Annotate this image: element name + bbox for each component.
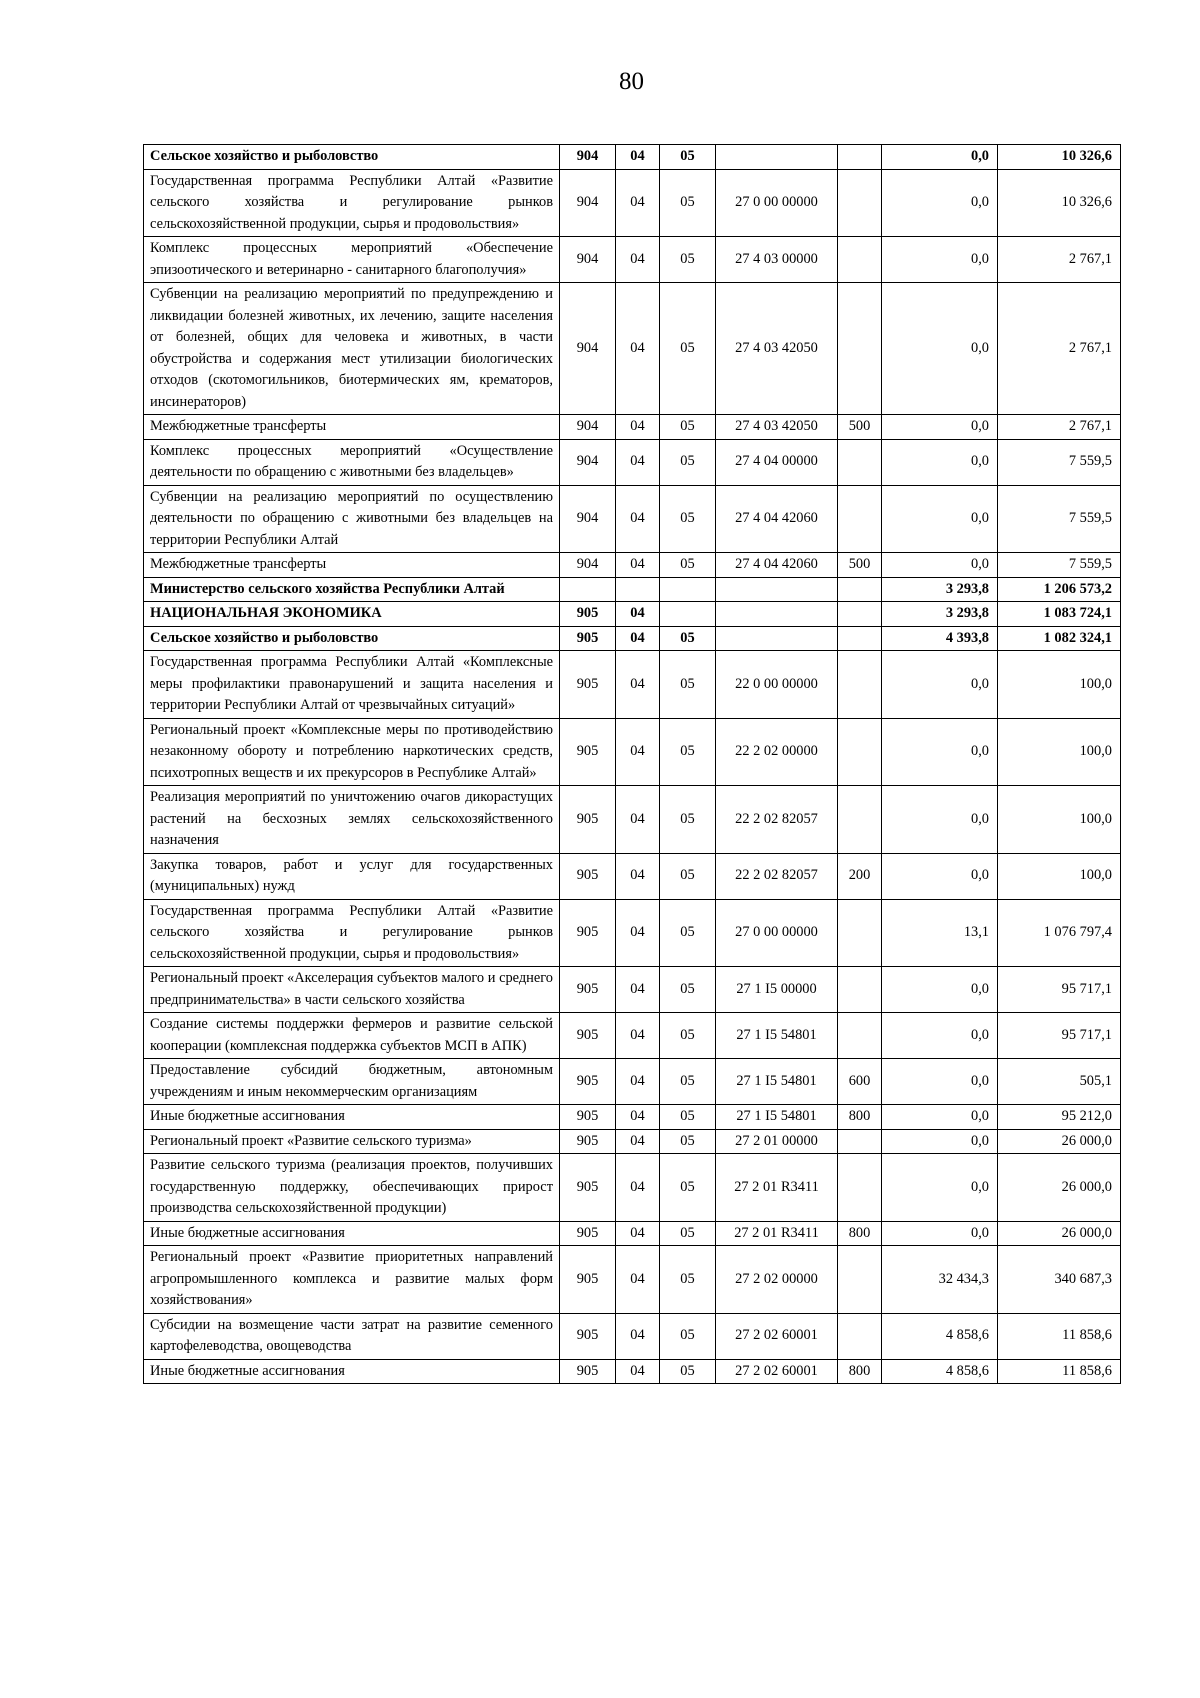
cell-amount-2: 7 559,5 — [998, 485, 1121, 553]
cell-target-article: 27 2 02 60001 — [716, 1313, 838, 1359]
cell-section-code: 04 — [616, 1013, 660, 1059]
cell-amount-1: 3 293,8 — [882, 602, 998, 627]
cell-ministry-code: 905 — [560, 899, 616, 967]
cell-amount-1: 0,0 — [882, 283, 998, 415]
table-row — [144, 786, 1121, 854]
cell-name: Межбюджетные трансферты — [144, 415, 560, 440]
cell-amount-2: 11 858,6 — [998, 1313, 1121, 1359]
cell-subsection-code: 05 — [660, 786, 716, 854]
cell-section-code: 04 — [616, 415, 660, 440]
cell-ministry-code: 904 — [560, 169, 616, 237]
cell-name: Государственная программа Республики Алтай «Развитие сельского хозяйства и регулирование рынков сельскохозяйственной продукции, сырья и продовольствия» — [144, 169, 560, 237]
cell-expense-type: 600 — [838, 1059, 882, 1105]
cell-amount-2: 7 559,5 — [998, 439, 1121, 485]
cell-expense-type — [838, 1313, 882, 1359]
cell-subsection-code: 05 — [660, 439, 716, 485]
cell-subsection-code: 05 — [660, 237, 716, 283]
table-row — [144, 1059, 1121, 1105]
cell-target-article: 27 1 I5 54801 — [716, 1105, 838, 1130]
cell-expense-type — [838, 899, 882, 967]
cell-amount-1: 0,0 — [882, 1154, 998, 1222]
cell-section-code: 04 — [616, 967, 660, 1013]
cell-ministry-code: 904 — [560, 283, 616, 415]
cell-subsection-code — [660, 577, 716, 602]
cell-amount-1: 0,0 — [882, 439, 998, 485]
cell-name: Министерство сельского хозяйства Республики Алтай — [144, 577, 560, 602]
cell-amount-2: 26 000,0 — [998, 1221, 1121, 1246]
cell-section-code: 04 — [616, 439, 660, 485]
cell-expense-type: 800 — [838, 1221, 882, 1246]
table-row — [144, 145, 1121, 170]
cell-target-article: 22 2 02 00000 — [716, 718, 838, 786]
cell-expense-type — [838, 169, 882, 237]
cell-target-article: 27 1 I5 54801 — [716, 1059, 838, 1105]
cell-name: Сельское хозяйство и рыболовство — [144, 145, 560, 170]
cell-amount-2: 95 717,1 — [998, 967, 1121, 1013]
table-row — [144, 1154, 1121, 1222]
cell-target-article: 27 2 01 R3411 — [716, 1154, 838, 1222]
cell-subsection-code: 05 — [660, 485, 716, 553]
cell-target-article: 22 2 02 82057 — [716, 786, 838, 854]
cell-amount-2: 2 767,1 — [998, 415, 1121, 440]
cell-section-code: 04 — [616, 1221, 660, 1246]
cell-ministry-code — [560, 577, 616, 602]
cell-amount-1: 4 858,6 — [882, 1313, 998, 1359]
cell-section-code — [616, 577, 660, 602]
cell-expense-type — [838, 1154, 882, 1222]
cell-expense-type — [838, 1246, 882, 1314]
cell-subsection-code: 05 — [660, 145, 716, 170]
cell-subsection-code: 05 — [660, 853, 716, 899]
cell-subsection-code: 05 — [660, 1313, 716, 1359]
cell-subsection-code: 05 — [660, 553, 716, 578]
cell-ministry-code: 905 — [560, 718, 616, 786]
table-row — [144, 415, 1121, 440]
table-row — [144, 626, 1121, 651]
cell-target-article: 27 4 04 00000 — [716, 439, 838, 485]
cell-name: Иные бюджетные ассигнования — [144, 1105, 560, 1130]
cell-name: Региональный проект «Комплексные меры по противодействию незаконному обороту и потреблению наркотических средств, психотропных веществ и их прекурсоров в Республике Алтай» — [144, 718, 560, 786]
cell-subsection-code: 05 — [660, 718, 716, 786]
cell-name: Комплекс процессных мероприятий «Осуществление деятельности по обращению с животными без владельцев» — [144, 439, 560, 485]
cell-ministry-code: 905 — [560, 786, 616, 854]
table-row — [144, 553, 1121, 578]
cell-name: Региональный проект «Развитие сельского туризма» — [144, 1129, 560, 1154]
cell-section-code: 04 — [616, 553, 660, 578]
cell-name: Сельское хозяйство и рыболовство — [144, 626, 560, 651]
table-row — [144, 485, 1121, 553]
cell-target-article: 27 1 I5 00000 — [716, 967, 838, 1013]
cell-ministry-code: 905 — [560, 853, 616, 899]
cell-amount-2: 100,0 — [998, 786, 1121, 854]
table-body — [144, 145, 1121, 1384]
cell-expense-type: 500 — [838, 553, 882, 578]
cell-amount-1: 0,0 — [882, 169, 998, 237]
cell-amount-1: 0,0 — [882, 1059, 998, 1105]
cell-amount-2: 100,0 — [998, 651, 1121, 719]
cell-target-article: 27 0 00 00000 — [716, 169, 838, 237]
cell-amount-1: 0,0 — [882, 1105, 998, 1130]
cell-name: Субвенции на реализацию мероприятий по осуществлению деятельности по обращению с животными без владельцев на территории Республики Алтай — [144, 485, 560, 553]
cell-amount-2: 340 687,3 — [998, 1246, 1121, 1314]
cell-amount-2: 100,0 — [998, 853, 1121, 899]
table-row — [144, 1246, 1121, 1314]
cell-amount-2: 2 767,1 — [998, 283, 1121, 415]
cell-ministry-code: 905 — [560, 967, 616, 1013]
cell-ministry-code: 905 — [560, 1246, 616, 1314]
cell-section-code: 04 — [616, 145, 660, 170]
cell-amount-1: 0,0 — [882, 553, 998, 578]
cell-target-article: 22 0 00 00000 — [716, 651, 838, 719]
cell-name: Государственная программа Республики Алтай «Комплексные меры профилактики правонарушений и защита населения и территории Республики Алтай от чрезвычайных ситуаций» — [144, 651, 560, 719]
cell-subsection-code: 05 — [660, 626, 716, 651]
page-number: 80 — [619, 68, 644, 95]
cell-name: Региональный проект «Акселерация субъектов малого и среднего предпринимательства» в части сельского хозяйства — [144, 967, 560, 1013]
cell-amount-1: 0,0 — [882, 1221, 998, 1246]
cell-ministry-code: 905 — [560, 1129, 616, 1154]
cell-expense-type — [838, 718, 882, 786]
table-row — [144, 169, 1121, 237]
cell-subsection-code: 05 — [660, 169, 716, 237]
cell-amount-1: 4 858,6 — [882, 1359, 998, 1384]
cell-subsection-code: 05 — [660, 283, 716, 415]
cell-subsection-code: 05 — [660, 1105, 716, 1130]
cell-amount-2: 7 559,5 — [998, 553, 1121, 578]
cell-subsection-code: 05 — [660, 899, 716, 967]
cell-amount-2: 100,0 — [998, 718, 1121, 786]
cell-expense-type: 500 — [838, 415, 882, 440]
cell-target-article: 27 2 01 00000 — [716, 1129, 838, 1154]
cell-ministry-code: 904 — [560, 145, 616, 170]
cell-target-article: 27 4 03 42050 — [716, 415, 838, 440]
table-row — [144, 1221, 1121, 1246]
cell-ministry-code: 905 — [560, 602, 616, 627]
table-row — [144, 1013, 1121, 1059]
cell-section-code: 04 — [616, 899, 660, 967]
cell-section-code: 04 — [616, 718, 660, 786]
cell-subsection-code: 05 — [660, 415, 716, 440]
cell-target-article: 22 2 02 82057 — [716, 853, 838, 899]
cell-expense-type — [838, 577, 882, 602]
cell-target-article: 27 4 04 42060 — [716, 553, 838, 578]
cell-name: Комплекс процессных мероприятий «Обеспечение эпизоотического и ветеринарно - санитарного благополучия» — [144, 237, 560, 283]
cell-expense-type — [838, 1129, 882, 1154]
cell-section-code: 04 — [616, 1359, 660, 1384]
cell-subsection-code: 05 — [660, 1129, 716, 1154]
cell-ministry-code: 905 — [560, 1359, 616, 1384]
table-row — [144, 602, 1121, 627]
cell-amount-2: 2 767,1 — [998, 237, 1121, 283]
cell-name: Региональный проект «Развитие приоритетных направлений агропромышленного комплекса и развитие малых форм хозяйствования» — [144, 1246, 560, 1314]
cell-subsection-code: 05 — [660, 967, 716, 1013]
cell-target-article: 27 0 00 00000 — [716, 899, 838, 967]
cell-section-code: 04 — [616, 1059, 660, 1105]
table-row — [144, 1313, 1121, 1359]
cell-section-code: 04 — [616, 169, 660, 237]
cell-amount-2: 505,1 — [998, 1059, 1121, 1105]
cell-amount-1: 0,0 — [882, 651, 998, 719]
cell-section-code: 04 — [616, 1246, 660, 1314]
cell-ministry-code: 905 — [560, 1313, 616, 1359]
cell-ministry-code: 904 — [560, 415, 616, 440]
cell-name: Закупка товаров, работ и услуг для государственных (муниципальных) нужд — [144, 853, 560, 899]
cell-amount-2: 11 858,6 — [998, 1359, 1121, 1384]
cell-amount-1: 0,0 — [882, 1013, 998, 1059]
cell-subsection-code: 05 — [660, 1221, 716, 1246]
cell-amount-1: 4 393,8 — [882, 626, 998, 651]
cell-section-code: 04 — [616, 602, 660, 627]
cell-name: Межбюджетные трансферты — [144, 553, 560, 578]
table-row — [144, 577, 1121, 602]
cell-amount-1: 0,0 — [882, 145, 998, 170]
cell-expense-type — [838, 602, 882, 627]
cell-expense-type: 800 — [838, 1105, 882, 1130]
cell-target-article: 27 4 03 00000 — [716, 237, 838, 283]
cell-section-code: 04 — [616, 1154, 660, 1222]
cell-amount-1: 0,0 — [882, 853, 998, 899]
table-row — [144, 651, 1121, 719]
cell-expense-type — [838, 1013, 882, 1059]
cell-amount-2: 10 326,6 — [998, 169, 1121, 237]
cell-expense-type — [838, 786, 882, 854]
table-row — [144, 237, 1121, 283]
cell-name: Иные бюджетные ассигнования — [144, 1359, 560, 1384]
cell-name: Иные бюджетные ассигнования — [144, 1221, 560, 1246]
cell-target-article: 27 2 02 60001 — [716, 1359, 838, 1384]
cell-ministry-code: 905 — [560, 1059, 616, 1105]
cell-ministry-code: 905 — [560, 1221, 616, 1246]
table-row — [144, 439, 1121, 485]
cell-amount-1: 3 293,8 — [882, 577, 998, 602]
cell-expense-type — [838, 145, 882, 170]
cell-amount-2: 1 083 724,1 — [998, 602, 1121, 627]
cell-expense-type — [838, 626, 882, 651]
cell-target-article: 27 1 I5 54801 — [716, 1013, 838, 1059]
cell-amount-2: 1 206 573,2 — [998, 577, 1121, 602]
table-row — [144, 853, 1121, 899]
cell-amount-1: 0,0 — [882, 237, 998, 283]
cell-expense-type — [838, 283, 882, 415]
cell-amount-2: 95 212,0 — [998, 1105, 1121, 1130]
table-row — [144, 1359, 1121, 1384]
cell-ministry-code: 904 — [560, 485, 616, 553]
cell-subsection-code: 05 — [660, 1013, 716, 1059]
cell-amount-1: 0,0 — [882, 1129, 998, 1154]
table-row — [144, 967, 1121, 1013]
cell-ministry-code: 905 — [560, 1105, 616, 1130]
cell-amount-1: 0,0 — [882, 786, 998, 854]
cell-amount-2: 95 717,1 — [998, 1013, 1121, 1059]
cell-amount-1: 0,0 — [882, 415, 998, 440]
cell-target-article: 27 4 04 42060 — [716, 485, 838, 553]
cell-ministry-code: 905 — [560, 1013, 616, 1059]
cell-subsection-code — [660, 602, 716, 627]
cell-target-article — [716, 577, 838, 602]
table-row — [144, 1105, 1121, 1130]
cell-target-article: 27 2 01 R3411 — [716, 1221, 838, 1246]
table-row — [144, 1129, 1121, 1154]
cell-subsection-code: 05 — [660, 1359, 716, 1384]
cell-target-article: 27 4 03 42050 — [716, 283, 838, 415]
cell-name: Государственная программа Республики Алтай «Развитие сельского хозяйства и регулирование рынков сельскохозяйственной продукции, сырья и продовольствия» — [144, 899, 560, 967]
cell-expense-type — [838, 237, 882, 283]
cell-subsection-code: 05 — [660, 1246, 716, 1314]
cell-section-code: 04 — [616, 283, 660, 415]
cell-name: Реализация мероприятий по уничтожению очагов дикорастущих растений на бесхозных землях сельскохозяйственного назначения — [144, 786, 560, 854]
cell-section-code: 04 — [616, 626, 660, 651]
table-row — [144, 899, 1121, 967]
table-row — [144, 283, 1121, 415]
cell-section-code: 04 — [616, 1105, 660, 1130]
cell-amount-2: 1 082 324,1 — [998, 626, 1121, 651]
cell-name: Субвенции на реализацию мероприятий по предупреждению и ликвидации болезней животных, их лечению, защите населения от болезней, общих для человека и животных, в части обустройства и содержания мест утилизации биологических отходов (скотомогильников, биотермических ям, крематоров, инсинераторов) — [144, 283, 560, 415]
cell-section-code: 04 — [616, 786, 660, 854]
cell-amount-2: 10 326,6 — [998, 145, 1121, 170]
cell-ministry-code: 904 — [560, 439, 616, 485]
cell-expense-type — [838, 439, 882, 485]
cell-subsection-code: 05 — [660, 1154, 716, 1222]
cell-expense-type: 200 — [838, 853, 882, 899]
cell-expense-type: 800 — [838, 1359, 882, 1384]
cell-name: Субсидии на возмещение части затрат на развитие семенного картофелеводства, овощеводства — [144, 1313, 560, 1359]
cell-section-code: 04 — [616, 853, 660, 899]
cell-amount-1: 32 434,3 — [882, 1246, 998, 1314]
cell-name: НАЦИОНАЛЬНАЯ ЭКОНОМИКА — [144, 602, 560, 627]
cell-subsection-code: 05 — [660, 1059, 716, 1105]
cell-ministry-code: 904 — [560, 553, 616, 578]
cell-subsection-code: 05 — [660, 651, 716, 719]
cell-section-code: 04 — [616, 651, 660, 719]
cell-amount-2: 1 076 797,4 — [998, 899, 1121, 967]
cell-target-article — [716, 145, 838, 170]
cell-section-code: 04 — [616, 485, 660, 553]
cell-section-code: 04 — [616, 1313, 660, 1359]
cell-expense-type — [838, 967, 882, 1013]
cell-section-code: 04 — [616, 237, 660, 283]
cell-target-article — [716, 602, 838, 627]
budget-table — [143, 144, 1121, 1384]
cell-expense-type — [838, 651, 882, 719]
cell-amount-2: 26 000,0 — [998, 1129, 1121, 1154]
cell-amount-1: 0,0 — [882, 485, 998, 553]
cell-amount-1: 13,1 — [882, 899, 998, 967]
cell-amount-1: 0,0 — [882, 967, 998, 1013]
cell-ministry-code: 905 — [560, 1154, 616, 1222]
cell-expense-type — [838, 485, 882, 553]
cell-section-code: 04 — [616, 1129, 660, 1154]
cell-amount-1: 0,0 — [882, 718, 998, 786]
cell-target-article — [716, 626, 838, 651]
cell-target-article: 27 2 02 00000 — [716, 1246, 838, 1314]
cell-ministry-code: 905 — [560, 651, 616, 719]
table-row — [144, 718, 1121, 786]
cell-ministry-code: 905 — [560, 626, 616, 651]
cell-ministry-code: 904 — [560, 237, 616, 283]
cell-name: Создание системы поддержки фермеров и развитие сельской кооперации (комплексная поддержка субъектов МСП в АПК) — [144, 1013, 560, 1059]
cell-name: Развитие сельского туризма (реализация проектов, получивших государственную поддержку, обеспечивающих прирост производства сельскохозяйственной продукции) — [144, 1154, 560, 1222]
cell-amount-2: 26 000,0 — [998, 1154, 1121, 1222]
cell-name: Предоставление субсидий бюджетным, автономным учреждениям и иным некоммерческим организациям — [144, 1059, 560, 1105]
